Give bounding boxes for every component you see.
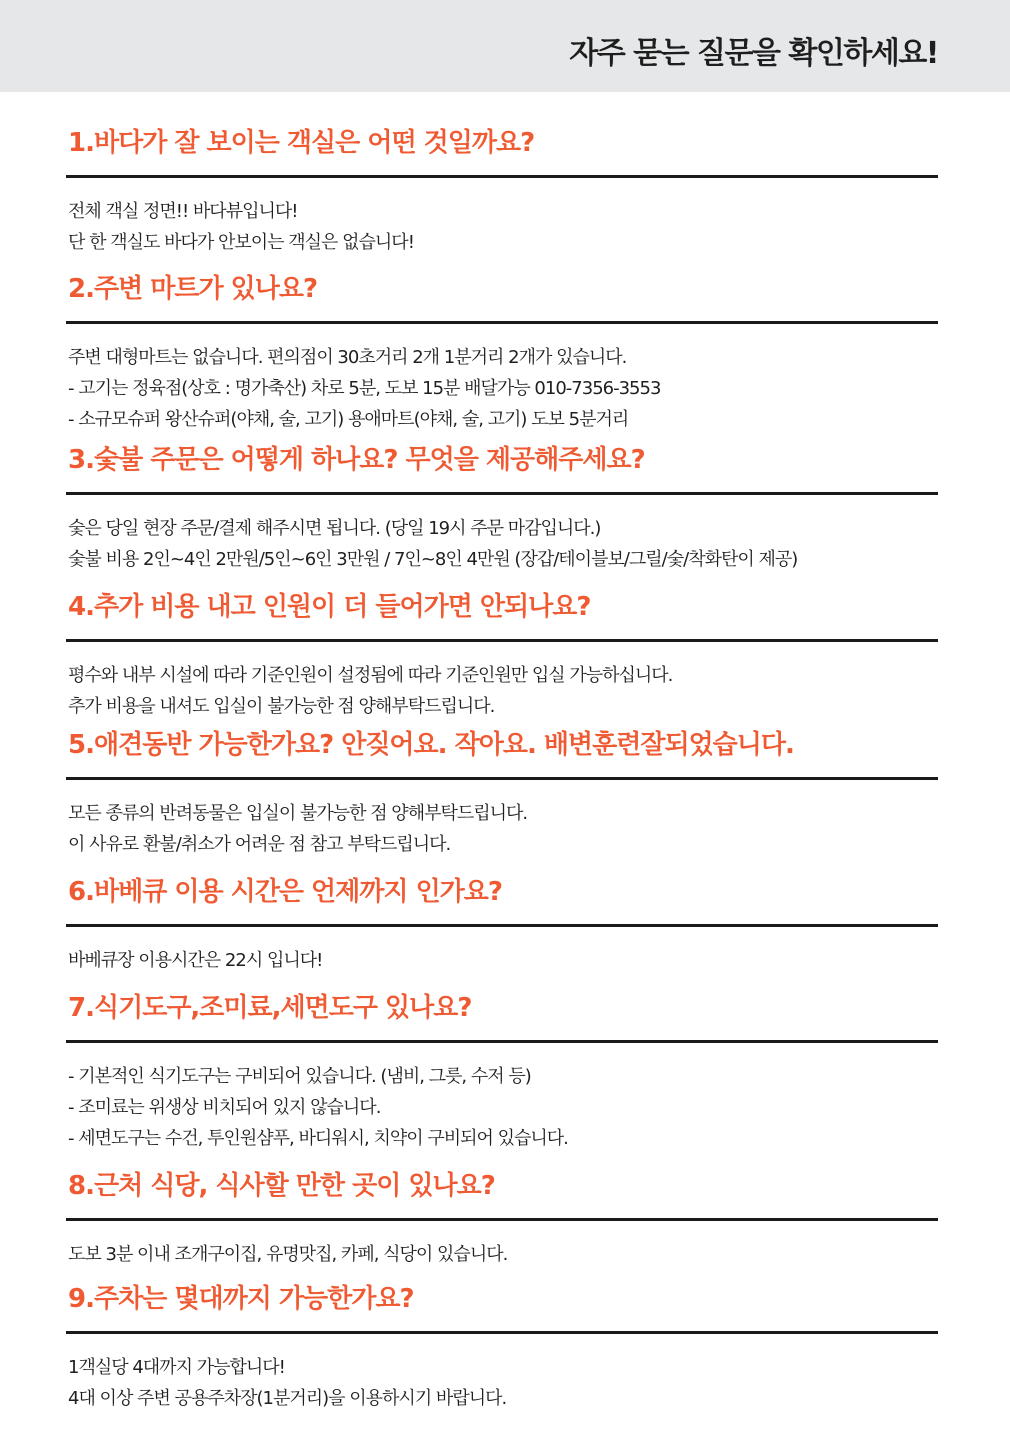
divider	[66, 777, 938, 780]
header-banner	[0, 0, 1010, 92]
faq-answer	[66, 342, 938, 435]
faq-question: 2.주변 마트가 있나요?	[68, 274, 318, 304]
faq-item-2	[66, 272, 938, 435]
answer-line: 도보 3분 이내 조개구이집, 유명맛집, 카페, 식당이 있습니다.	[68, 1244, 508, 1265]
faq-item-1	[66, 126, 938, 258]
faq-question: 3.숯불 주문은 어떻게 하나요? 무엇을 제공해주세요?	[68, 445, 645, 475]
faq-item-3	[66, 443, 938, 575]
page-title: 자주 묻는 질문을 확인하세요!	[569, 36, 938, 71]
divider	[66, 492, 938, 495]
answer-line: - 기본적인 식기도구는 구비되어 있습니다. (냄비, 그릇, 수저 등)	[68, 1066, 531, 1087]
answer-line: 평수와 내부 시설에 따라 기준인원이 설정됨에 따라 기준인원만 입실 가능하십니다.	[68, 665, 673, 686]
answer-line: 4대 이상 주변 공용주차장(1분거리)을 이용하시기 바랍니다.	[68, 1388, 507, 1409]
answer-line: 추가 비용을 내셔도 입실이 불가능한 점 양해부탁드립니다.	[68, 696, 495, 717]
faq-answer	[66, 660, 938, 722]
faq-item-9	[66, 1282, 938, 1414]
faq-item-7	[66, 991, 938, 1154]
answer-line: 단 한 객실도 바다가 안보이는 객실은 없습니다!	[68, 232, 414, 253]
faq-question: 4.추가 비용 내고 인원이 더 들어가면 안되나요?	[68, 592, 591, 622]
answer-line: 숯불 비용 2인~4인 2만원/5인~6인 3만원 / 7인~8인 4만원 (장갑/테이블보/그릴/숯/착화탄이 제공)	[68, 549, 798, 570]
faq-question: 7.식기도구,조미료,세면도구 있나요?	[68, 993, 472, 1023]
answer-line: 숯은 당일 현장 주문/결제 해주시면 됩니다. (당일 19시 주문 마감입니다.)	[68, 518, 601, 539]
faq-answer	[66, 1061, 938, 1154]
divider	[66, 1331, 938, 1334]
divider	[66, 321, 938, 324]
faq-question: 1.바다가 잘 보이는 객실은 어떤 것일까요?	[68, 128, 535, 158]
answer-line: 모든 종류의 반려동물은 입실이 불가능한 점 양해부탁드립니다.	[68, 803, 528, 824]
answer-line: 1객실당 4대까지 가능합니다!	[68, 1357, 285, 1378]
faq-question: 9.주차는 몇대까지 가능한가요?	[68, 1284, 414, 1314]
divider	[66, 639, 938, 642]
answer-line: - 고기는 정육점(상호 : 명가축산) 차로 5분, 도보 15분 배달가능 010-7356-3553	[68, 378, 661, 399]
answer-line: 전체 객실 정면!! 바다뷰입니다!	[68, 201, 298, 222]
faq-item-5	[66, 728, 938, 860]
faq-answer	[66, 513, 938, 575]
faq-item-8	[66, 1169, 938, 1270]
faq-answer	[66, 798, 938, 860]
faq-question: 8.근처 식당, 식사할 만한 곳이 있나요?	[68, 1171, 495, 1201]
answer-line: - 조미료는 위생상 비치되어 있지 않습니다.	[68, 1097, 381, 1118]
faq-item-6	[66, 875, 938, 976]
answer-line: - 소규모슈퍼 왕산슈퍼(야채, 술, 고기) 용애마트(야채, 술, 고기) 도보 5분거리	[68, 409, 629, 430]
divider	[66, 1040, 938, 1043]
divider	[66, 175, 938, 178]
faq-item-4	[66, 590, 938, 722]
faq-question: 5.애견동반 가능한가요? 안짖어요. 작아요. 배변훈련잘되었습니다.	[68, 730, 794, 760]
answer-line: 주변 대형마트는 없습니다. 편의점이 30초거리 2개 1분거리 2개가 있습니다.	[68, 347, 627, 368]
divider	[66, 1218, 938, 1221]
faq-answer	[66, 1239, 938, 1270]
faq-answer	[66, 1352, 938, 1414]
divider	[66, 924, 938, 927]
faq-answer	[66, 945, 938, 976]
answer-line: 바베큐장 이용시간은 22시 입니다!	[68, 950, 323, 971]
answer-line: - 세면도구는 수건, 투인원샴푸, 바디워시, 치약이 구비되어 있습니다.	[68, 1128, 568, 1149]
answer-line: 이 사유로 환불/취소가 어려운 점 참고 부탁드립니다.	[68, 834, 451, 855]
faq-question: 6.바베큐 이용 시간은 언제까지 인가요?	[68, 877, 502, 907]
faq-answer	[66, 196, 938, 258]
